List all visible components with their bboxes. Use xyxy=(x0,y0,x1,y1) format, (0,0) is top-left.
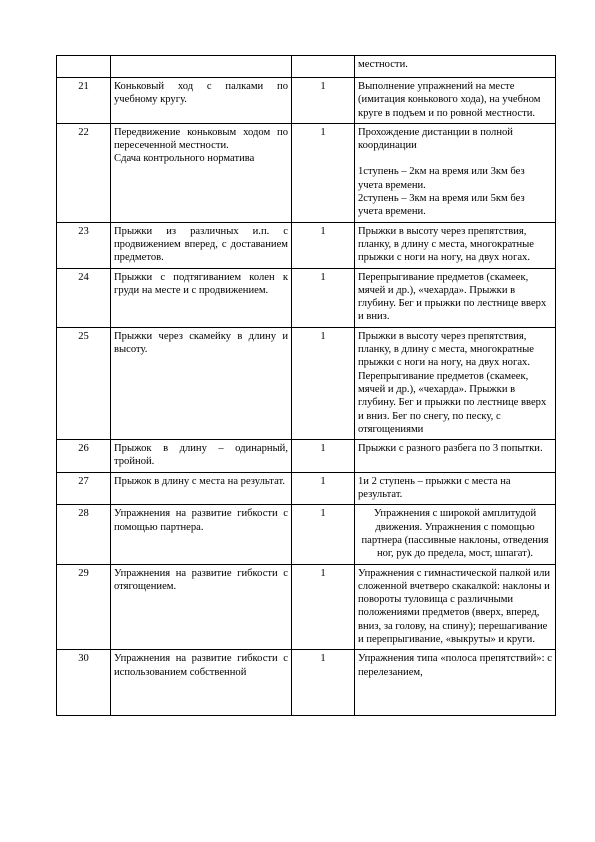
hours-count: 1 xyxy=(292,472,355,505)
exercise-title: Передвижение коньковым ходом по пересеченной местности. Сдача контрольного норматива xyxy=(111,123,292,222)
row-number: 27 xyxy=(57,472,111,505)
table-row xyxy=(57,472,556,505)
row-number: 22 xyxy=(57,123,111,222)
hours-count: 1 xyxy=(292,123,355,222)
row-number: 26 xyxy=(57,440,111,473)
table-row xyxy=(57,56,556,78)
exercise-content: Прыжки в высоту через препятствия, планку, в длину с места, многократные прыжки с ноги на ногу, на двух ногах. Перепрыгивание предметов (скамеек, мячей и др.), «чехарда». Прыжки в глубину. Бег и прыжки по лестнице вверх и вниз. Бег по снегу, по песку, с отягощениями xyxy=(355,327,556,439)
exercise-title: Прыжки с подтягиванием колен к груди на месте и с продвижением. xyxy=(111,268,292,327)
row-number xyxy=(57,56,111,78)
row-number: 24 xyxy=(57,268,111,327)
exercise-content: Упражнения с гимнастической палкой или сложенной вчетверо скакалкой: наклоны и повороты туловища с различными положениями предметов (вверх, вперед, вниз, за голову, на спину); перешагивание и перепрыгивание, «выкруты» и круги. xyxy=(355,564,556,650)
hours-count xyxy=(292,56,355,78)
exercise-title: Прыжок в длину с места на результат. xyxy=(111,472,292,505)
table-row xyxy=(57,564,556,650)
row-number: 30 xyxy=(57,650,111,716)
exercise-content: Упражнения с широкой амплитудой движения. Упражнения с помощью партнера (пассивные наклоны, отведения ног, рук до предела, мост, шпагат). xyxy=(355,505,556,564)
row-number: 23 xyxy=(57,222,111,268)
exercise-title: Прыжок в длину – одинарный, тройной. xyxy=(111,440,292,473)
exercise-content: Прыжки с разного разбега по 3 попытки. xyxy=(355,440,556,473)
hours-count: 1 xyxy=(292,327,355,439)
table-row xyxy=(57,268,556,327)
table-row xyxy=(57,440,556,473)
row-number: 29 xyxy=(57,564,111,650)
table-row xyxy=(57,505,556,564)
table-row xyxy=(57,78,556,124)
exercise-title: Коньковый ход с палками по учебному кругу. xyxy=(111,78,292,124)
hours-count: 1 xyxy=(292,440,355,473)
table-row xyxy=(57,123,556,222)
exercise-title xyxy=(111,56,292,78)
exercise-title: Упражнения на развитие гибкости с отягощением. xyxy=(111,564,292,650)
hours-count: 1 xyxy=(292,222,355,268)
table-row xyxy=(57,650,556,716)
hours-count: 1 xyxy=(292,78,355,124)
hours-count: 1 xyxy=(292,650,355,716)
exercise-content: Упражнения типа «полоса препятствий»: с перелезанием, xyxy=(355,650,556,716)
hours-count: 1 xyxy=(292,505,355,564)
exercise-title: Прыжки из различных и.п. с продвижением вперед, с доставанием предметов. xyxy=(111,222,292,268)
exercise-content: Прохождение дистанции в полной координации 1ступень – 2км на время или 3км без учета времени. 2ступень – 3км на время или 5км без учета времени. xyxy=(355,123,556,222)
hours-count: 1 xyxy=(292,564,355,650)
exercise-content: Прыжки в высоту через препятствия, планку, в длину с места, многократные прыжки с ноги на ногу, на двух ногах. xyxy=(355,222,556,268)
exercise-content: 1и 2 ступень – прыжки с места на результат. xyxy=(355,472,556,505)
exercise-content: местности. xyxy=(355,56,556,78)
table-row xyxy=(57,327,556,439)
exercise-content: Выполнение упражнений на месте (имитация конькового хода), на учебном круге в подъем и по ровной местности. xyxy=(355,78,556,124)
exercise-content: Перепрыгивание предметов (скамеек, мячей и др.), «чехарда». Прыжки в глубину. Бег и прыжки по лестнице вверх и вниз. xyxy=(355,268,556,327)
exercise-title: Упражнения на развитие гибкости с помощью партнера. xyxy=(111,505,292,564)
hours-count: 1 xyxy=(292,268,355,327)
exercise-title: Прыжки через скамейку в длину и высоту. xyxy=(111,327,292,439)
exercise-table xyxy=(56,55,556,716)
row-number: 25 xyxy=(57,327,111,439)
row-number: 28 xyxy=(57,505,111,564)
exercise-title: Упражнения на развитие гибкости с использованием собственной xyxy=(111,650,292,716)
row-number: 21 xyxy=(57,78,111,124)
table-row xyxy=(57,222,556,268)
